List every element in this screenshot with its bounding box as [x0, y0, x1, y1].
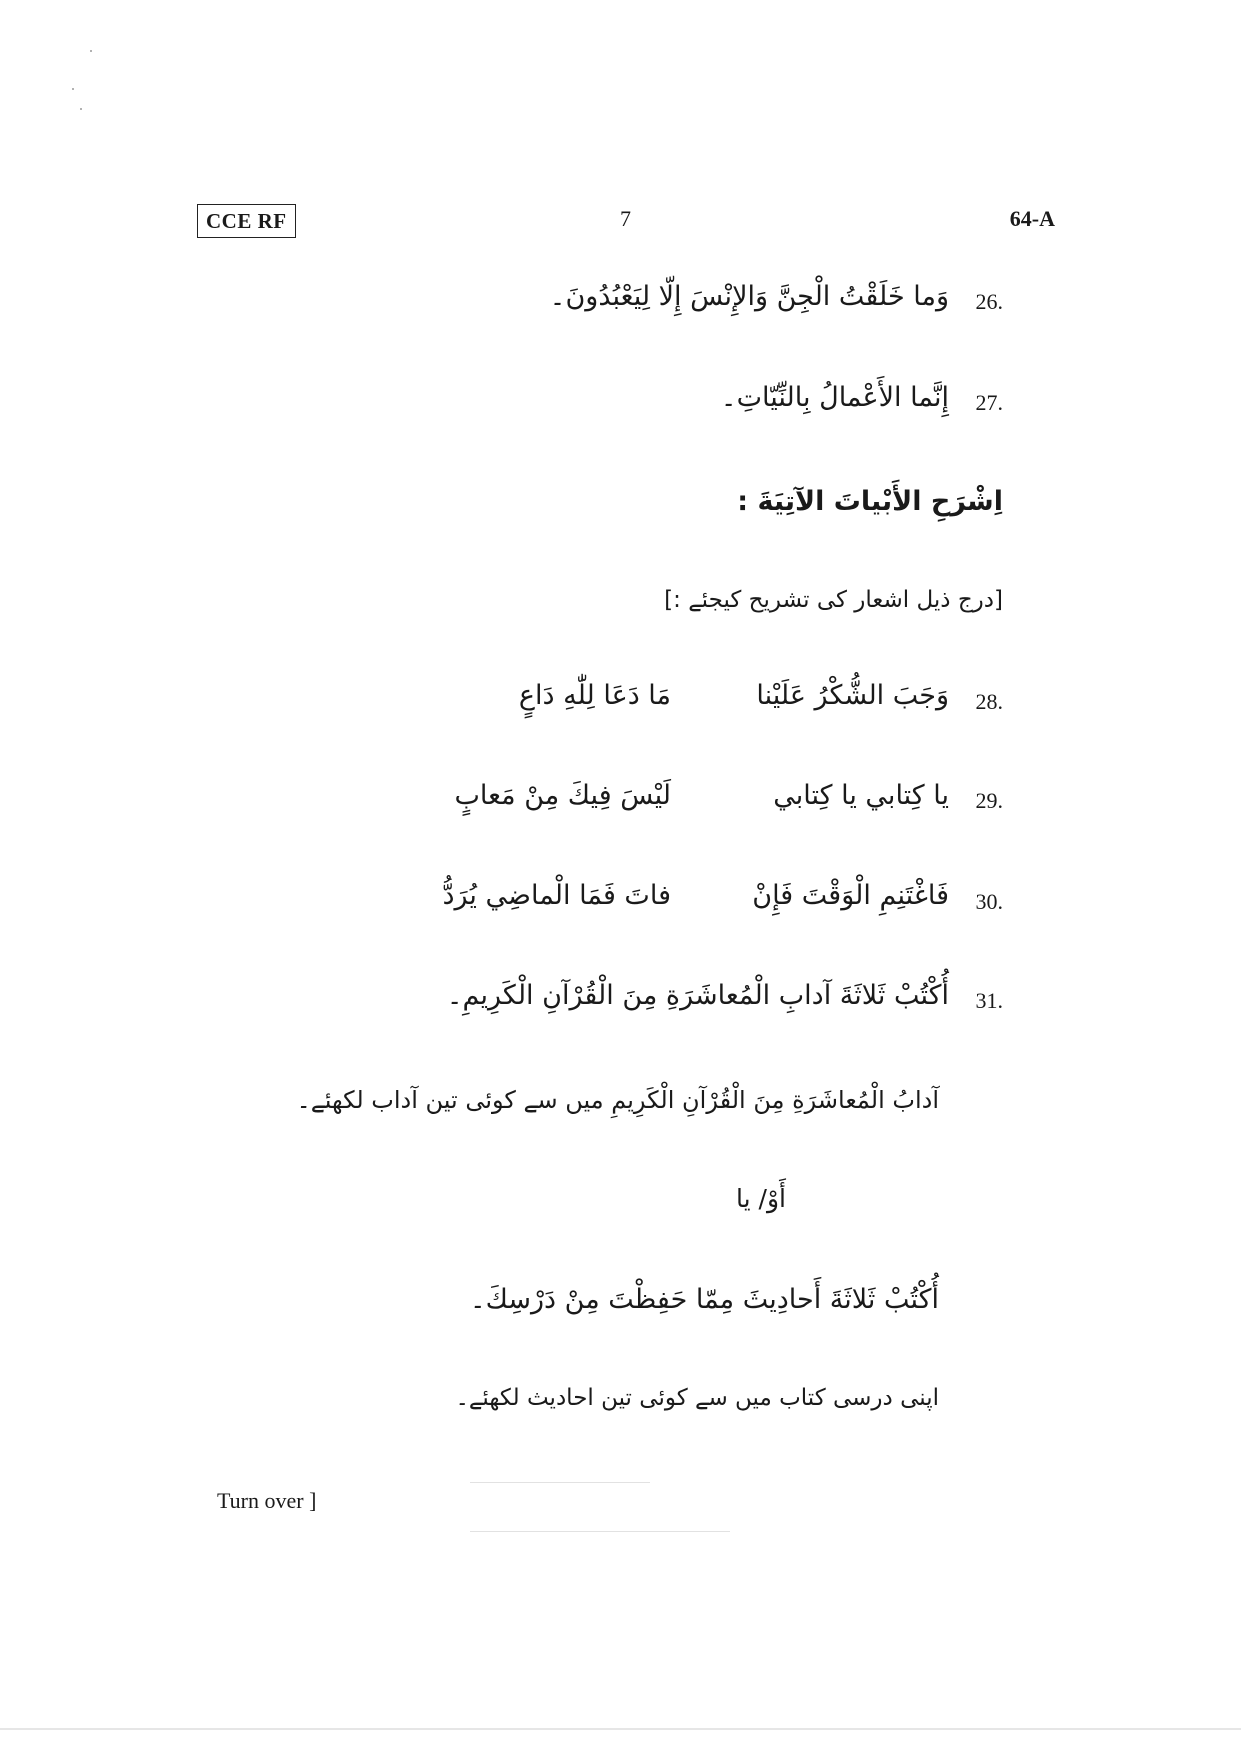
or-separator: أَوْ/ یا	[736, 1184, 786, 1213]
question-26-text: وَما خَلَقْتُ الْجِنَّ وَالإِنْسَ إِلّا لِيَعْبُدُونَ۔	[549, 281, 949, 312]
question-29-number: 29.	[975, 788, 1003, 813]
question-29-hemistich-right: يا كِتابي يا كِتابي	[773, 780, 949, 811]
scan-smudge	[470, 1482, 650, 1483]
scan-speck	[72, 88, 74, 90]
question-30-hemistich-left: فاتَ فَمَا الْماضِي يُرَدُّ	[442, 880, 671, 911]
question-31-alt-urdu: اپنی درسی کتاب میں سے کوئی تین احادیث لکھئے۔	[455, 1385, 939, 1411]
section-heading: اِشْرَحِ الأَبْياتَ الآتِيَةَ :	[737, 486, 1003, 517]
paper-series-box: CCE RF	[197, 204, 296, 238]
page-number: 7	[620, 206, 631, 231]
question-31-number: 31.	[975, 988, 1003, 1013]
turn-over-label: Turn over ]	[217, 1488, 317, 1513]
question-26-number: 26.	[975, 289, 1003, 314]
scan-speck	[90, 50, 92, 52]
scan-smudge	[470, 1531, 730, 1532]
question-30-number: 30.	[975, 889, 1003, 914]
question-29-hemistich-left: لَيْسَ فِيكَ مِنْ مَعابٍ	[454, 780, 671, 811]
question-27-number: 27.	[975, 390, 1003, 415]
question-31-urdu: آدابُ الْمُعاشَرَةِ مِنَ الْقُرْآنِ الْكَرِيمِ میں سے کوئی تین آداب لکھئے۔	[296, 1086, 939, 1114]
question-31-alt-text: أُكْتُبْ ثَلاثَةَ أَحادِيثَ مِمّا حَفِظْتَ مِنْ دَرْسِكَ۔	[469, 1284, 939, 1315]
scan-edge-line	[0, 1728, 1241, 1730]
question-28-hemistich-right: وَجَبَ الشُّكْرُ عَلَيْنا	[756, 680, 949, 711]
paper-code: 64-A	[1009, 206, 1055, 231]
question-27-text: إِنَّما الأَعْمالُ بِالنِّيّاتِ۔	[720, 382, 949, 413]
question-28-number: 28.	[975, 689, 1003, 714]
question-31-text: أُكْتُبْ ثَلاثَةَ آدابِ الْمُعاشَرَةِ مِنَ الْقُرْآنِ الْكَرِيمِ۔	[446, 980, 949, 1011]
question-30-hemistich-right: فَاغْتَنِمِ الْوَقْتَ فَإِنْ	[752, 880, 949, 911]
section-instruction: [درج ذیل اشعار کی تشریح کیجئے :]	[664, 587, 1003, 613]
question-28-hemistich-left: مَا دَعَا لِلّٰهِ دَاعٍ	[518, 680, 671, 711]
scan-speck	[80, 108, 82, 110]
